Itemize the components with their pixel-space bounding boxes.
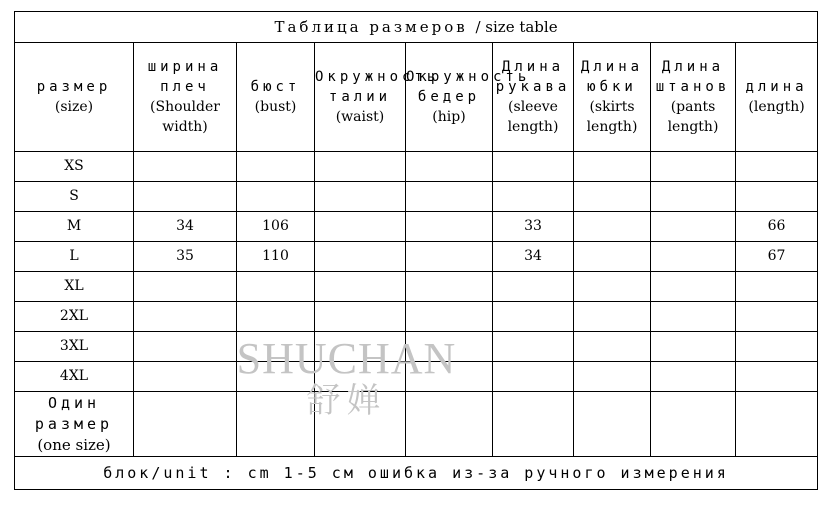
- header-label-en: (bust): [254, 99, 297, 115]
- measurement-cell: [493, 272, 574, 302]
- table-row: [15, 182, 818, 212]
- measurement-cell: [651, 392, 736, 457]
- measurement-cell: [574, 272, 651, 302]
- measurement-cell: [406, 392, 493, 457]
- measurement-cell: [651, 362, 736, 392]
- one-size-label-en: (one size): [37, 435, 111, 454]
- measurement-cell: [406, 242, 493, 272]
- measurement-cell: [134, 332, 237, 362]
- measurement-cell: [315, 272, 406, 302]
- header-label-ru: Длина юбки: [580, 59, 644, 95]
- measurement-cell: [315, 302, 406, 332]
- table-row: [15, 302, 818, 332]
- measurement-cell: [493, 302, 574, 332]
- size-label-cell: 2XL: [15, 302, 134, 332]
- header-label-ru: Окружность талии: [315, 69, 440, 105]
- measurement-cell: [315, 182, 406, 212]
- measurement-cell: [736, 302, 818, 332]
- header-label-en: (sleeve length): [507, 99, 559, 135]
- footer-row: [15, 457, 818, 490]
- table-row: [15, 332, 818, 362]
- measurement-cell: [651, 182, 736, 212]
- measurement-cell: [651, 272, 736, 302]
- measurement-cell: [574, 362, 651, 392]
- header-label-ru: длина: [745, 79, 808, 95]
- header-label-en: (waist): [335, 109, 385, 125]
- header-label-en: (Shoulder width): [150, 99, 220, 135]
- size-label-cell: XL: [15, 272, 134, 302]
- measurement-cell: 67: [736, 242, 818, 272]
- measurement-cell: [134, 272, 237, 302]
- measurement-cell: [406, 332, 493, 362]
- size-label-cell: L: [15, 242, 134, 272]
- header-label-en: (hip): [432, 109, 466, 125]
- header-cell: [493, 43, 574, 152]
- measurement-cell: [134, 392, 237, 457]
- measurement-cell: [651, 242, 736, 272]
- title-ru: Таблица размеров: [274, 17, 468, 36]
- measurement-cell: [651, 332, 736, 362]
- header-cell: [134, 43, 237, 152]
- table-row: [15, 362, 818, 392]
- header-cell: [237, 43, 315, 152]
- watermark-text-cn: 舒婵: [306, 381, 387, 421]
- measurement-cell: [237, 362, 315, 392]
- measurement-cell: [493, 332, 574, 362]
- measurement-cell: [406, 212, 493, 242]
- measurement-cell: [493, 362, 574, 392]
- measurement-cell: [736, 152, 818, 182]
- measurement-cell: [237, 332, 315, 362]
- header-cell: [651, 43, 736, 152]
- measurement-cell: [574, 392, 651, 457]
- measurement-cell: [237, 392, 315, 457]
- header-row: [15, 43, 818, 152]
- table-row: [15, 272, 818, 302]
- header-label-en: (skirts length): [586, 99, 638, 135]
- measurement-cell: [493, 392, 574, 457]
- measurement-cell: [574, 152, 651, 182]
- header-cell: [736, 43, 818, 152]
- header-label-en: (pants length): [667, 99, 719, 135]
- size-label-cell: M: [15, 212, 134, 242]
- measurement-cell: [736, 332, 818, 362]
- measurement-cell: [736, 392, 818, 457]
- measurement-cell: [736, 182, 818, 212]
- header-label-ru: Окружность бедер: [406, 69, 531, 105]
- table-row-one-size: [15, 392, 818, 457]
- measurement-cell: [406, 152, 493, 182]
- measurement-cell: [134, 362, 237, 392]
- header-cell: [15, 43, 134, 152]
- table-row: [15, 152, 818, 182]
- measurement-cell: [406, 302, 493, 332]
- measurement-cell: [651, 302, 736, 332]
- measurement-cell: [237, 152, 315, 182]
- measurement-cell: [315, 152, 406, 182]
- header-label-en: (size): [54, 99, 94, 115]
- title-row: [15, 12, 818, 43]
- measurement-cell: [574, 242, 651, 272]
- measurement-cell: [736, 272, 818, 302]
- measurement-cell: [574, 212, 651, 242]
- header-label-ru: Длина рукава: [495, 59, 571, 95]
- measurement-cell: [315, 212, 406, 242]
- header-label-ru: размер: [36, 79, 112, 95]
- measurement-cell: [736, 362, 818, 392]
- measurement-cell: [651, 152, 736, 182]
- measurement-cell: [315, 392, 406, 457]
- measurement-cell: 34: [493, 242, 574, 272]
- size-label-cell: [15, 392, 134, 457]
- measurement-cell: [134, 182, 237, 212]
- table-row: [15, 212, 818, 242]
- measurement-cell: [315, 362, 406, 392]
- size-label-cell: XS: [15, 152, 134, 182]
- header-label-en: (length): [748, 99, 805, 115]
- size-label-cell: 4XL: [15, 362, 134, 392]
- header-cell: [406, 43, 531, 152]
- measurement-cell: [406, 362, 493, 392]
- size-label-cell: 3XL: [15, 332, 134, 362]
- header-label-ru: ширина плеч: [147, 59, 223, 95]
- measurement-cell: 110: [237, 242, 315, 272]
- one-size-label-ru: Один размер: [34, 393, 114, 433]
- title-en: / size table: [475, 17, 558, 36]
- size-table: [14, 11, 818, 490]
- measurement-cell: [237, 302, 315, 332]
- measurement-cell: [134, 152, 237, 182]
- table-row: [15, 242, 818, 272]
- measurement-cell: [237, 272, 315, 302]
- measurement-cell: 33: [493, 212, 574, 242]
- header-label-ru: бюст: [250, 79, 301, 95]
- measurement-cell: [315, 242, 406, 272]
- measurement-cell: 106: [237, 212, 315, 242]
- size-label-cell: S: [15, 182, 134, 212]
- measurement-cell: [134, 302, 237, 332]
- measurement-cell: [493, 152, 574, 182]
- header-label-ru: Длина штанов: [655, 59, 731, 95]
- measurement-cell: [574, 302, 651, 332]
- table-title: [15, 12, 818, 43]
- measurement-cell: [315, 332, 406, 362]
- size-table-sheet: [14, 11, 817, 505]
- measurement-cell: [406, 182, 493, 212]
- header-cell: [315, 43, 440, 152]
- measurement-cell: [574, 182, 651, 212]
- unit-note: блок/unit : cm 1-5 см ошибка из-за ручного измерения: [15, 457, 818, 490]
- watermark-text-en: SHUCHAN: [236, 334, 457, 383]
- measurement-cell: [651, 212, 736, 242]
- measurement-cell: [574, 332, 651, 362]
- measurement-cell: [406, 272, 493, 302]
- measurement-cell: 35: [134, 242, 237, 272]
- header-cell: [574, 43, 651, 152]
- measurement-cell: [493, 182, 574, 212]
- measurement-cell: 34: [134, 212, 237, 242]
- measurement-cell: 66: [736, 212, 818, 242]
- measurement-cell: [237, 182, 315, 212]
